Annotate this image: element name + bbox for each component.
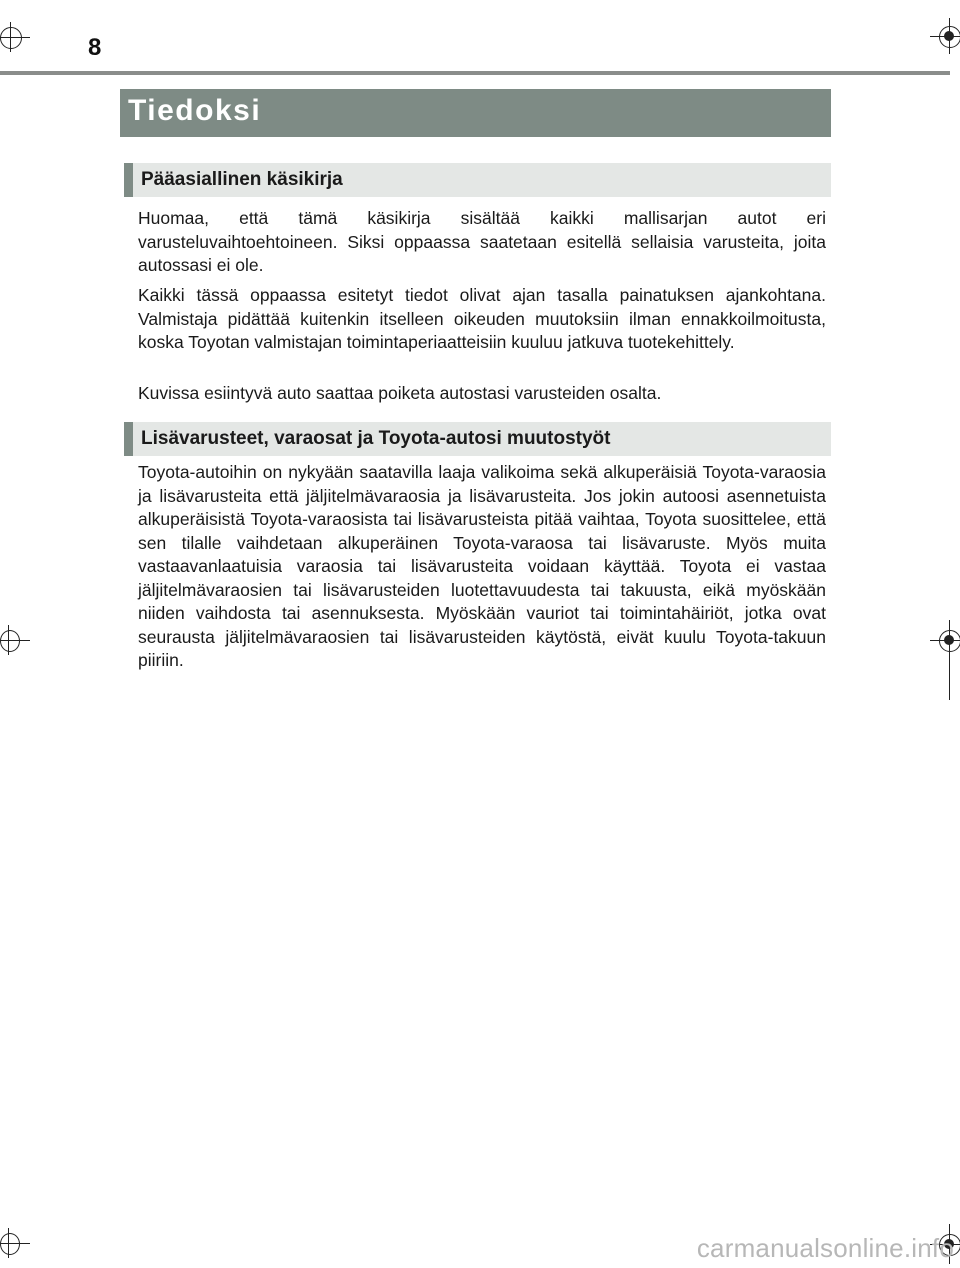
paragraph: Kuvissa esiintyvä auto saattaa poiketa autostasi varusteiden osalta.: [138, 383, 662, 403]
crop-mark-mid-right-icon: [930, 620, 960, 700]
watermark: carmanualsonline.info: [696, 1233, 954, 1263]
header-rule: [0, 71, 950, 75]
paragraph: Kaikki tässä oppaassa esitetyt tiedot olivat ajan tasalla painatuksen ajankohtana. Valmistaja pidättää kuitenkin itselleen oikeuden muutoksiin ilman ennakkoilmoitusta, koska Toyotan valmistajan toimintaperiaatteisiin kuuluu jatkuva tuotekehittely.: [138, 285, 826, 352]
chapter-banner: [120, 89, 831, 137]
crop-mark-bottom-left-icon: [0, 1228, 30, 1258]
crop-mark-mid-left-icon: [0, 625, 30, 655]
section-header-main-manual: [124, 163, 831, 197]
paragraph: Toyota-autoihin on nykyään saatavilla laaja valikoima sekä alkuperäisiä Toyota-varaosia ja lisävarusteita että jäljitelmävaraosia ja lisävarusteita. Jos jokin autoosi asennetuista alkuperäisistä Toyota-varaosista tai lisävarusteista pitää vaihtaa, Toyota suosittelee, että sen tilalle vaihdetaan alkuperäinen Toyota-varaosa tai lisävaruste. Myös muita vastaavanlaatuisia varaosia tai lisävarusteita voidaan käyttää. Toyota ei vastaa jäljitelmävaraosien tai lisävarusteiden luotettavuudesta tai takuusta, eikä myöskään niiden vaihdosta tai asennuksesta. Myöskään vauriot tai toimintahäiriöt, jotka ovat seurausta jäljitelmävaraosien tai lisävarusteiden käytöstä, eivät kuulu Toyota-takuun piiriin.: [138, 462, 826, 670]
section-title: Lisävarusteet, varaosat ja Toyota-autosi muutostyöt: [141, 428, 611, 449]
crop-mark-top-left-icon: [0, 22, 30, 52]
chapter-title: Tiedoksi: [128, 94, 262, 127]
page-number: 8: [88, 34, 102, 61]
crop-mark-top-right-icon: [930, 18, 960, 54]
section-title: Pääasiallinen käsikirja: [141, 169, 343, 190]
paragraph: Huomaa, että tämä käsikirja sisältää kaikki mallisarjan autot eri varusteluvaihtoehtoineen. Siksi oppaassa saatetaan esitellä sellaisia varusteita, joita autossasi ei ole.: [138, 208, 826, 275]
section-header-accessories: [124, 422, 831, 456]
